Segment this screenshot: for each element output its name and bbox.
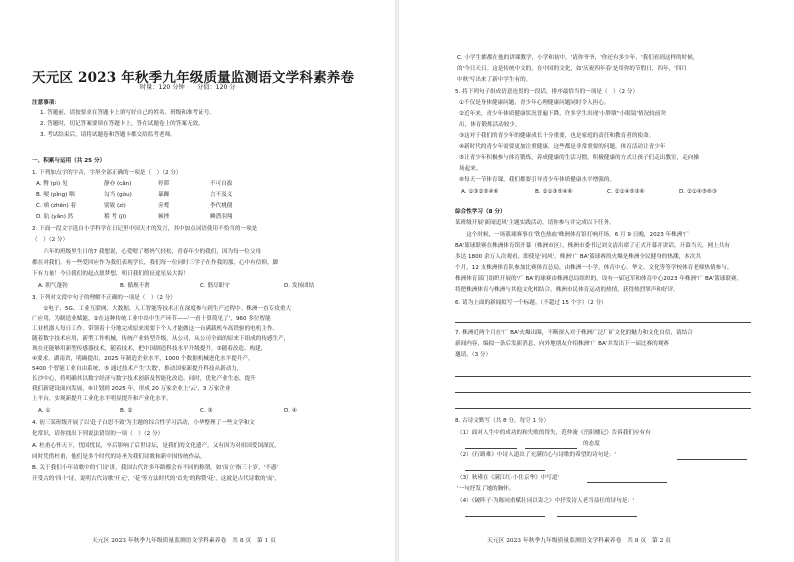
recitation-item: （1）面对人生中的成功的和失败的得失，范仲淹《岳阳楼记》告诉我们应有有 (457, 430, 651, 436)
passage-line: 开受古的'四十'诗，说明古代诗歌'开元'，'花'等方法时代的'首先'的称赞'花'，这就是古代诗歌的'而'， (32, 476, 280, 482)
option-b-word: 言不及义 (210, 192, 233, 198)
sentence-item: ③这对于我们的青少年的健康成长十分重要，也是家庭的责任和教育者的使命。 (459, 133, 655, 139)
option-d-word: 稽 考 (jī) (104, 214, 127, 220)
passage-line: 工业机器人每日工作，带领着十分地完成原来需要下个人才能做这一台满载机车高铁驱的电机主作。 (32, 326, 279, 332)
recitation-item-end: '一句抒发了她的胸怀。 (457, 486, 515, 492)
answer-line[interactable] (455, 376, 751, 377)
option-a-word: 静亦 (cǎn) (104, 181, 132, 187)
answer-line[interactable] (455, 392, 751, 393)
question-stem: 2. 下面一段文字选自小学科学在日记里中国天才的发言，其中加点词语使用不恰当的一项是 (32, 226, 258, 232)
passage-line: 中秋'写出来了新中学生有的。 (457, 77, 532, 83)
option-b: B. 哽 (pǐng) 咽 (36, 192, 75, 198)
fill-blank[interactable] (465, 448, 517, 449)
option-d: D. 发扬团结 (284, 283, 315, 289)
passage-line: 都在对我们。有一些爱回应作为我们表现学长，我们每一位同时三学子在作我的那，心中有信仰，脚 (32, 260, 279, 266)
option-a: A. ① (38, 408, 51, 414)
option-a: A. 朝气蓬勃 (38, 283, 68, 289)
option-d: D. 肮 (yǎn) 然 (36, 214, 74, 220)
exam-page-2 (397, 0, 794, 562)
option-b-word: 暴躁 (158, 192, 170, 198)
question-stem-cont: 邀请。（3 分） (455, 352, 492, 358)
fill-blank[interactable] (525, 448, 577, 449)
recitation-item: （4）《破阵子·为陈同甫赋壮词以寄之》中抒发诗人老当益壮的诗句是：' (457, 498, 635, 504)
page-footer: 天元区 2023 年秋季九年级质量监测语文学科素养卷 共 8 页 第 2 页 (487, 538, 671, 544)
passage-line: 广应用，为制造业赋能，②在这种传统工业中出中生产环节——'一看十算简见了'，960 多位智能 (32, 316, 271, 322)
option-c: C. 嗔 (zhēn) 着 (36, 203, 77, 209)
question-stem-cont: 化常识，请你找出下列说法错误的一项（ ）（2 分） (32, 431, 164, 437)
fill-blank[interactable] (557, 516, 637, 517)
recitation-item: （2）《行路难》中诗人道出了充满信心与诗歌的希望的诗句是：' (457, 452, 616, 458)
question-stem: 7. 株洲近两个月在'广 BA'火爆出圈，不断深入对于株洲广泛厂矿文化的魅力和文化自信，请结合 (455, 330, 693, 336)
section-heading: 综合性学习（8 分） (455, 209, 506, 215)
section-intro: 某班级开展'新闻追风'主题实践活动，请你参与并完成以下任务。 (455, 220, 615, 226)
passage-line: 同时凭借杜甫，他们是多个时代的诗圣为我们诗歌和新中国传统作品。 (32, 454, 206, 460)
option-c-word: 旁鹜 (158, 203, 170, 209)
option-c: C. ②①④⑤③⑥ (607, 189, 645, 195)
sentence-item: 出，体育锻炼活动较少。 (459, 122, 521, 128)
sentence-item: ②近年来，青少年体质健康状况普遍下降，许多学生出现'小胖墩''小眼镜'情况较前突 (459, 111, 666, 117)
option-b-word: 勾当 (gòu) (104, 192, 132, 198)
passage-line: ①电子、5G、工业互联网、大数据、人工智能等技术正在深度参与到生产过程中。株洲一直专攻重大 (32, 306, 292, 312)
option-b: B. ②①③⑤④⑥ (535, 189, 573, 195)
passage-line: 我们新建设面向发展，⑥计划到 2025 年，形成 20 万家企业上'云'，3 万家企业 (32, 386, 231, 392)
exam-subtitle: 时量：120 分钟 分值：120 分 (140, 84, 236, 91)
option-c: C. 偕尽职守 (200, 283, 230, 289)
fill-blank[interactable] (677, 459, 747, 460)
passage-line: 长沙中心，将明确其以数字经济与数字技术创新及智能化改造、同时，优化产业生态，提升 (32, 376, 256, 382)
passage-line: B. 关于我们小年诗歌中的'门诗'讲，我国古代许多年龄都会有不同的称谓。如'而立'指三十岁，'不惑' (32, 465, 278, 471)
question-stem: 4. 初三某班级开展了以'赴子白思不致'为主题的综合性学习活动，小华整理了一些文学和文 (32, 420, 255, 426)
option-d: D. ②①④⑤⑥③ (679, 189, 717, 195)
news-line: 株洲体育部门组织开展的'广 BA'的球赛由株洲总局组织的，设有一届冠军和体育中心2023 年株洲'广 BA'篮球联赛， (455, 276, 743, 282)
notice-heading: 注意事项： (32, 100, 60, 106)
fill-blank[interactable] (587, 482, 667, 483)
option-c-word: 别致 (zì) (104, 203, 126, 209)
question-stem: 1. 下列加点字的字音，字形全部正确的一项是（ ）（2 分） (32, 170, 182, 176)
news-line: 个月，12 支株洲体育队参加比赛体育总局，由株洲一小学，体育中心、华文、文化等等学校体育老师热情参与。 (455, 265, 733, 271)
recitation-item: （3）秋瑾在《满江红·小住京华》中写道' (457, 475, 559, 481)
passage-line: 六年的班级里生日的7 我想说，心爱嗯了嗯妈气轻松，青春年少的我们，因为每一位父母 (32, 249, 262, 255)
option-b: B. 循规不奢 (120, 283, 150, 289)
recitation-item-end: 的态度 (583, 441, 600, 447)
option-c-word: 李代桃僵 (210, 203, 233, 209)
notice-item: 3. 考试结束后，请将试题卷和答题卡都交给监考老师。 (40, 132, 176, 138)
fill-blank[interactable] (465, 516, 545, 517)
option-a-word: 不可自拔 (210, 181, 233, 187)
passage-line: 5400 个智能工业自由系统，⑤ 通过技术产生'大数'，推动国家新提升科技从新动力， (32, 366, 243, 372)
option-b: B. ② (120, 408, 133, 414)
question-stem: 5. 将下列句子组成语意连贯的一段话，排序最恰当的一项是（ ）（2 分） (455, 89, 639, 95)
news-line: 多达 1800 余万人次观看，即使是'同风'。株洲'广 BA'篮球赛的火爆是株洲全民健身的热潮，本次共 (455, 254, 701, 260)
sentence-item: ④新时代的青少年需要更加注重健康，这些都是非常重要的问题。体育活动让青少年 (459, 144, 666, 150)
question-stem: 6. 请为上面的新闻拟写一个标题。（不超过 15 个字）（2 分） (455, 300, 607, 306)
question-stem: 8. 古诗文默写（共 8 分，每空 1 分） (455, 418, 550, 424)
passage-line: 的'今日天日。这是传统中文的，在中国的文化，如'庆祝四年春'是用你的节假日，四年，'四月 (457, 66, 687, 72)
news-line: BA'篮球联赛在株洲体育馆开幕（株洲市区），株洲市委书记刘文清出席了正式开幕并讲话。开幕当天，网上共有 (455, 243, 730, 249)
passage-line: 随着数字技术应用，新型工作机械，传统产业转型升级，从公司，从公司全面的原来下组成的传感生产， (32, 336, 290, 342)
question-stem-cont: （ ）（2 分） (32, 237, 69, 243)
sentence-item: ⑤让青少年积极参与体育锻炼，养成健康的生活习惯，积极健康的方式让孩子们走出教室，走向操 (459, 155, 699, 161)
sentence-item: 场起来。 (459, 166, 482, 172)
answer-line[interactable] (455, 408, 751, 409)
section-heading: 一、积累与运用（共 25 分） (32, 158, 106, 164)
page-footer: 天元区 2023 年秋季九年级质量监测语文学科素养卷 共 8 页 第 1 页 (92, 538, 276, 544)
sentence-item: ⑥每天一节体育课，我们都要引导青少年体质健康水平增强的。 (459, 177, 616, 183)
option-a: A. 臀 (pì) 见 (36, 181, 68, 187)
news-line: 将把株洲体育与株洲与其他文化相结合，株洲市民体育运动的热情，获得热烈掌声和好评。 (455, 287, 679, 293)
passage-line: 下有力量！今日我们的起点愿梦想，明日我们的征途星辰大海！ (32, 271, 189, 277)
option-d-word: 顿挫 (158, 214, 170, 220)
option-a-word: 停滞 (158, 181, 170, 187)
fill-blank[interactable] (465, 470, 545, 471)
notice-item: 2. 答题时，切记答案要填在答题卡上，答在试题卷上的答案无效。 (40, 121, 204, 127)
passage-line: C. 小学生都都在他的讲课教学，小学和初中，'请你爷爷，'你还有多少年，'我们看到这样的时候， (457, 55, 699, 61)
passage-line: ④要求，湖南省，明确提出，2025 年制造企业水平，1000 个数据机械进化水平提升产， (32, 356, 254, 362)
option-d-word: 鳞潜羽翔 (210, 214, 233, 220)
option-d: D. ④ (284, 408, 297, 414)
passage-line: 上平台，实现新提升工业化水平明显提升和产业化水平。 (32, 396, 172, 402)
option-a: A. ①③②⑤④⑥ (461, 189, 499, 195)
passage-line: A. 杜甫心怀天下，忧国忧民，卒后影响了后世诗坛，是我们的文化遗产，又有因为对祖国爱国深沉， (32, 443, 280, 449)
answer-line[interactable] (455, 322, 751, 323)
exam-title: 天元区 2023 年秋季九年级质量监测语文学科素养卷 (32, 70, 355, 86)
question-stem: 3. 下列对文段中句子的理解不正确的一项是（ ）（2 分） (32, 295, 176, 301)
option-c: C. ③ (200, 408, 213, 414)
sentence-item: ①不仅是身体健康问题，青少年心理健康问题同时令人担心。 (459, 100, 610, 106)
news-line: 这个时候，一场篮球赛事在'铁色热血'株洲体育馆打响开场。6 月 9 日晚，2023 年株洲'广 (455, 232, 690, 238)
passage-line: 现在还能够用新型传感器技术，随着技术，把中国制造科技水平升级提升，③随着改造、构建， (32, 346, 267, 352)
question-stem-cont: 新闻内容，编拟一条后发新消息，向外地朋友介绍株洲'广 BA'并发出下一届比赛的观赛 (455, 341, 669, 347)
notice-item: 1. 答题前，请按要求在答题卡上填写好自己的姓名、班级和准考证号。 (40, 110, 215, 116)
